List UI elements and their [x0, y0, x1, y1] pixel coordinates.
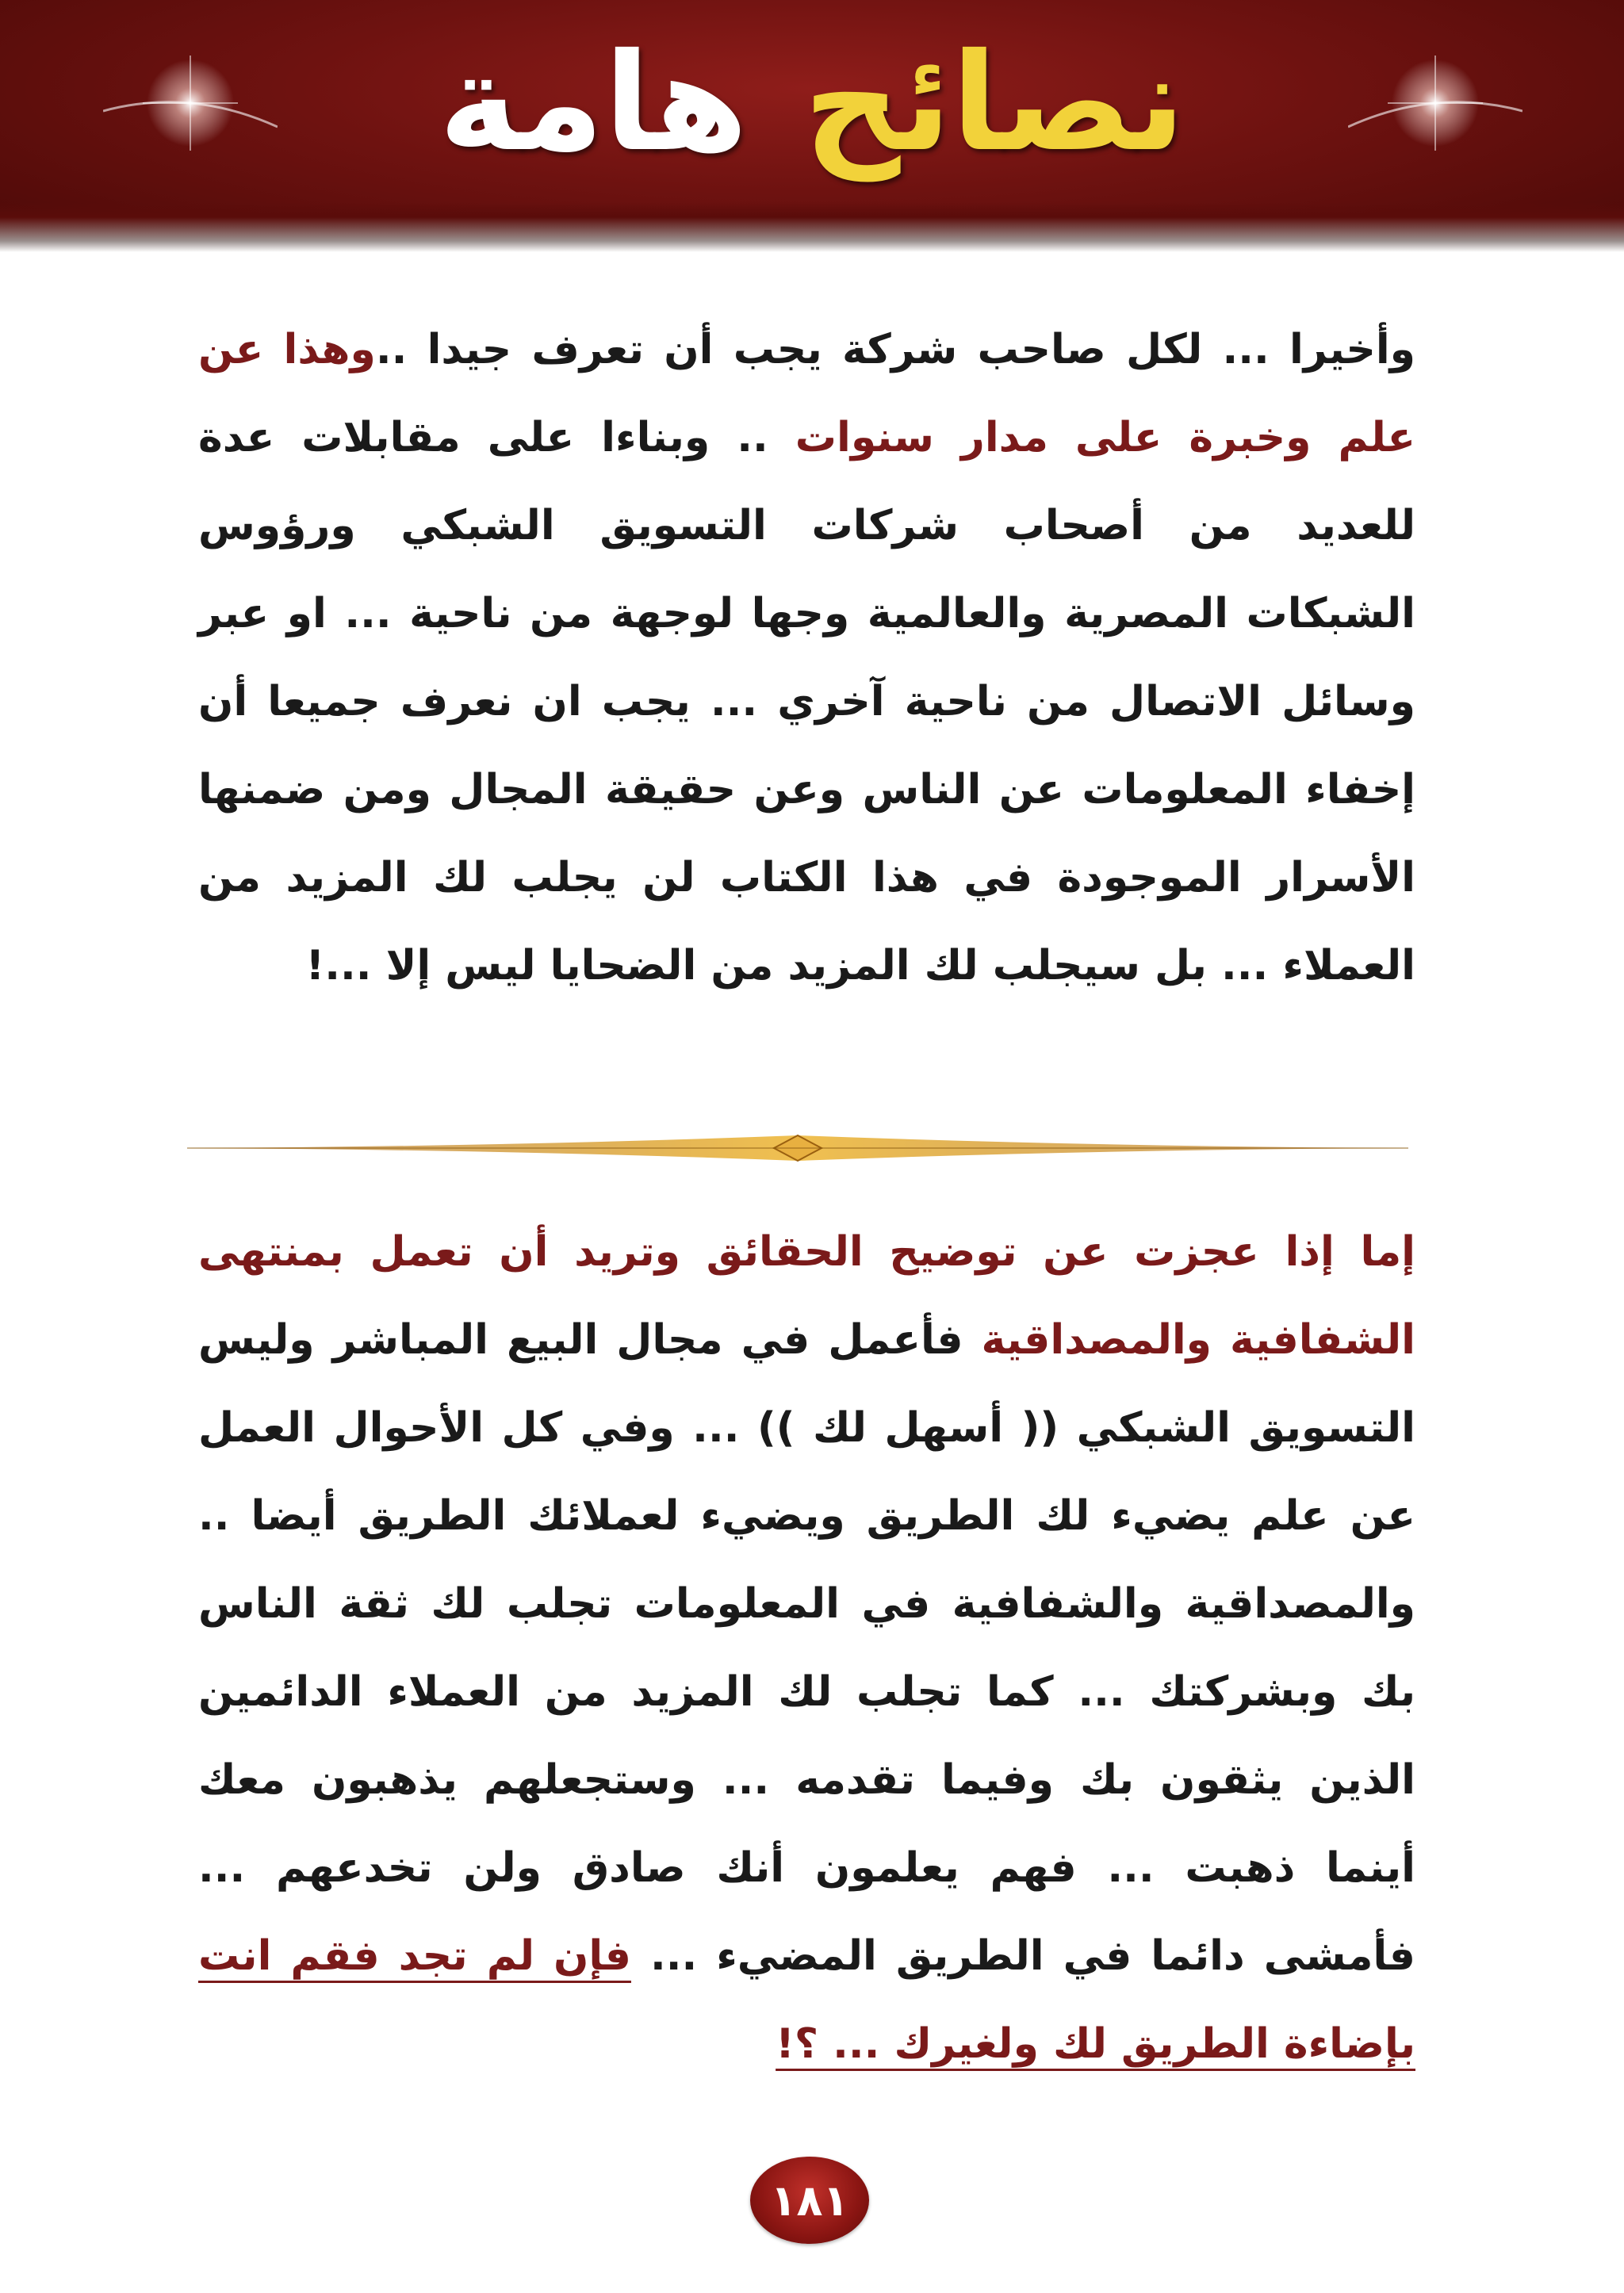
page-number-badge: [750, 2157, 869, 2244]
title-word-important: هامة: [439, 25, 749, 182]
page-number: ١٨١: [770, 2175, 849, 2226]
paragraph-2-body: فأعمل في مجال البيع المباشر وليس التسويق الشبكي (( أسهل لك )) ... وفي كل الأحوال العمل عن علم يضيء لك الطريق ويضيء لعملائك الطريق أيضا .. والمصداقية والشفافية في المعلومات تجلب لك ثقة الناس بك وبشركتك ... كما تجلب لك المزيد من العملاء الدائمين الذين يثقون بك وفيما تقدمه ... وستجعلهم يذهبون معك أينما ذهبت ... فهم يعلمون أنك صادق ولن تخدعهم ... فأمشى دائما في الطريق المضيء ...: [198, 1316, 1415, 1980]
paragraph-1-part-3: .. وبناءا على مقابلات عدة للعديد من أصحاب شركات التسويق الشبكي ورؤوس الشبكات المصرية والعالمية وجها لوجهة من ناحية ... او عبر وسائل الاتصال من ناحية آخري ... يجب ان نعرف جميعا أن إخفاء المعلومات عن الناس وعن حقيقة المجال ومن ضمنها الأسرار الموجودة في هذا الكتاب لن يجلب لك المزيد من العملاء ... بل سيجلب لك المزيد من الضحايا ليس إلا ...!: [198, 414, 1415, 990]
paragraph-2-underlined-ending: فإن لم تجد فقم انت بإضاءة الطريق لك ولغيرك ... ؟!: [198, 1932, 1415, 2068]
page-title: [0, 8, 1624, 198]
page-header: [0, 0, 1624, 252]
paragraph-1: [198, 306, 1415, 1010]
section-divider: [187, 1127, 1408, 1169]
paragraph-1-highlight: وهذا عن علم وخبرة على مدار سنوات: [198, 326, 1415, 461]
paragraph-2: [198, 1208, 1415, 2088]
header-bottom-fade: [0, 202, 1624, 252]
paragraph-1-part-1: وأخيرا ... لكل صاحب شركة يجب أن تعرف جيدا ..: [375, 326, 1415, 373]
paragraph-2-highlight: إما إذا عجزت عن توضيح الحقائق وتريد أن تعمل بمنتهى الشفافية والمصداقية: [198, 1228, 1415, 1364]
title-word-advice: نصائح: [803, 25, 1185, 182]
